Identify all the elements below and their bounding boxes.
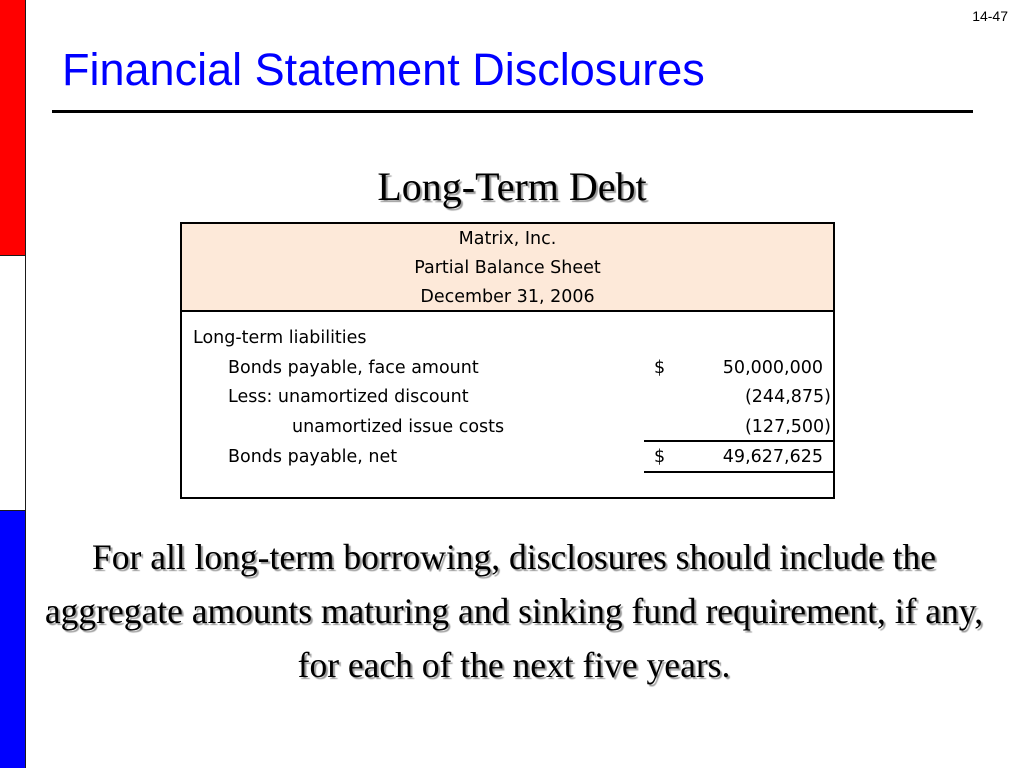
slide-title: Financial Statement Disclosures <box>62 44 705 95</box>
side-bar-white-segment <box>0 255 25 511</box>
row-label-net: Bonds payable, net <box>228 447 398 467</box>
row-label-issue-costs: unamortized issue costs <box>292 417 505 437</box>
statement-name: Partial Balance Sheet <box>414 258 601 278</box>
row-label-discount: Less: unamortized discount <box>228 387 469 407</box>
row-amount-net: 49,627,625 <box>722 447 823 467</box>
row-amount-face-amount: 50,000,000 <box>722 358 823 378</box>
row-amount-discount: (244,875) <box>744 387 831 407</box>
row-dollar-net: $ <box>654 447 666 467</box>
section-label: Long-term liabilities <box>193 328 367 348</box>
subtotal-rule <box>644 440 833 442</box>
row-label-face-amount: Bonds payable, face amount <box>228 358 479 378</box>
company-name: Matrix, Inc. <box>458 229 557 249</box>
row-dollar-face-amount: $ <box>654 358 666 378</box>
disclosure-text: For all long-term borrowing, disclosures should include the aggregate amounts maturing and sinking fund requirement, if any, for each of the next five years. <box>44 537 984 685</box>
statement-date: December 31, 2006 <box>420 287 595 307</box>
side-bar-red-segment <box>0 0 25 255</box>
slide-subtitle: Long-Term Debt <box>377 164 647 209</box>
table-header <box>182 224 833 312</box>
side-color-bar <box>0 0 26 768</box>
balance-sheet-table <box>180 222 835 499</box>
page-number: 14-47 <box>972 8 1008 24</box>
row-amount-issue-costs: (127,500) <box>744 417 831 437</box>
total-rule <box>644 471 833 473</box>
title-underline <box>52 110 973 113</box>
side-bar-blue-segment <box>0 511 25 768</box>
